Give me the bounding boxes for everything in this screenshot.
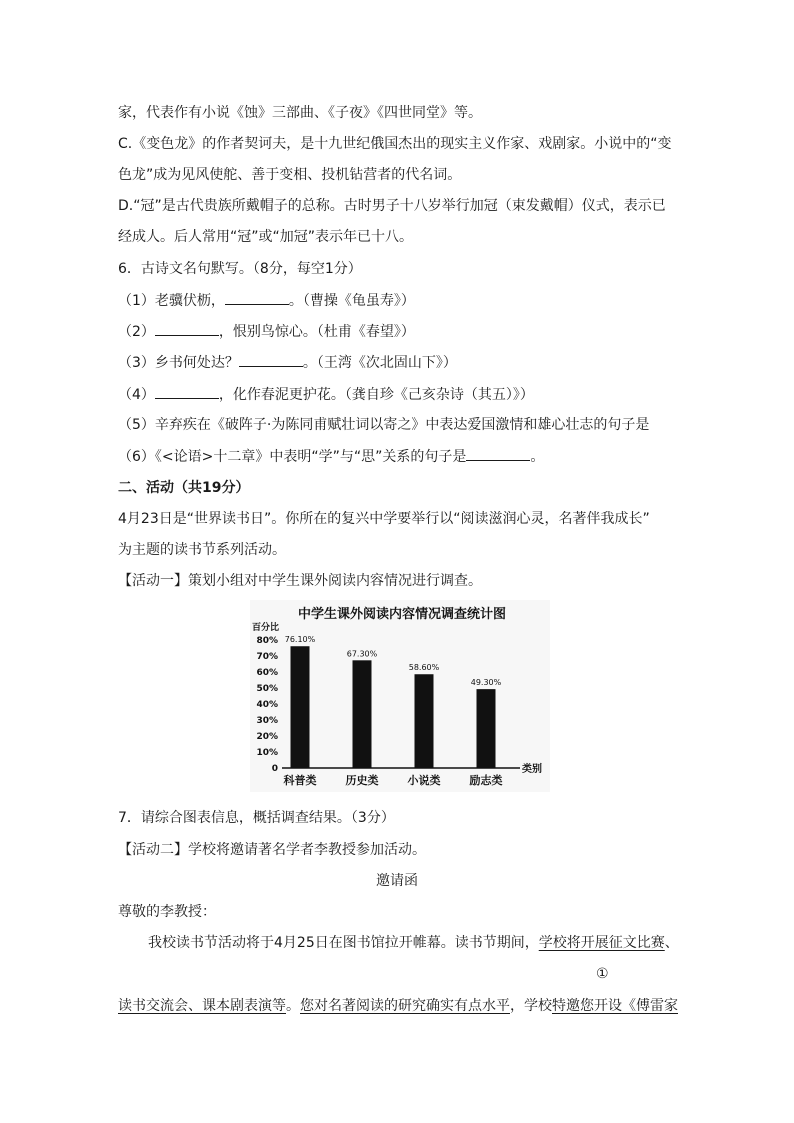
option-c-line1: C.《变色龙》的作者契诃夫，是十九世纪俄国杰出的现实主义作家、戏剧家。小说中的“变 <box>118 136 672 152</box>
option-d-line1: D.“冠”是古代贵族所戴帽子的总称。古时男子十八岁举行加冠（束发戴帽）仪式，表示已 <box>118 198 666 214</box>
bar-4 <box>477 689 496 768</box>
bar-value-label: 67.30% <box>346 649 378 659</box>
category-label: 历史类 <box>345 774 379 787</box>
y-tick-label: 0 <box>271 764 278 774</box>
y-tick-label: 50% <box>256 684 278 694</box>
poem-2: （2） ，恨别鸟惊心。（杜甫《春望》） <box>118 321 415 342</box>
y-tick-label: 30% <box>256 716 278 726</box>
y-tick-label: 20% <box>256 732 278 742</box>
poem-4: （4） ，化作春泥更护花。（龚自珍《己亥杂诗（其五）》） <box>118 384 534 405</box>
invitation-body-line1: 我校读书节活动将于4月25日在图书馆拉开帷幕。读书节期间，学校将开展征文比赛、 <box>148 935 679 951</box>
poem-3: （3）乡书何处达？ 。（王湾《次北固山下》） <box>118 352 457 373</box>
invitation-title: 邀请函 <box>376 873 418 889</box>
underlined-phrase: 您对名著阅读的研究确实有点水平 <box>300 998 510 1014</box>
y-tick-label: 10% <box>256 748 278 758</box>
activity-intro-line1: 4月23日是“世界读书日”。你所在的复兴中学要举行以“阅读滋润心灵，名著伴我成长” <box>118 511 650 527</box>
section-2-heading: 二、活动（共19分） <box>118 480 250 496</box>
y-tick-label: 80% <box>256 636 278 646</box>
underlined-phrase: 特邀您开设《傅雷家 <box>552 998 678 1014</box>
salutation: 尊敬的李教授： <box>118 904 216 920</box>
activity-2: 【活动二】学校将邀请著名学者李教授参加活动。 <box>118 842 426 858</box>
x-axis-label: 类别 <box>522 764 542 775</box>
y-tick-label: 60% <box>256 668 278 678</box>
chart-title: 中学生课外阅读内容情况调查统计图 <box>297 607 507 622</box>
underlined-phrase: 读书交流会、课本剧表演等 <box>118 998 286 1014</box>
answer-blank[interactable] <box>466 446 530 461</box>
bar-2 <box>353 660 372 768</box>
y-tick-label: 70% <box>256 652 278 662</box>
circled-number-1: ① <box>596 966 609 982</box>
y-axis-label: 百分比 <box>252 623 280 633</box>
bar-value-label: 49.30% <box>470 678 502 688</box>
poem-5: （5）辛弃疾在《破阵子·为陈同甫赋壮词以寄之》中表达爱国激情和雄心壮志的句子是 <box>118 417 650 433</box>
poem-6: （6）《<论语>十二章》中表明“学”与“思”关系的句子是 。 <box>118 446 544 467</box>
option-c-line2: 色龙”成为见风使舵、善于变相、投机钻营者的代名词。 <box>118 167 462 183</box>
poem-1: （1）老骥伏枥， 。（曹操《龟虽寿》） <box>118 290 415 311</box>
bar-value-label: 76.10% <box>284 635 316 645</box>
category-label: 励志类 <box>469 774 503 787</box>
question-6: 6．古诗文名句默写。（8分，每空1分） <box>118 261 362 277</box>
option-d-line2: 经成人。后人常用“冠”或“加冠”表示年已十八。 <box>118 229 414 245</box>
bar-value-label: 58.60% <box>408 663 440 673</box>
underlined-phrase: 学校将开展征文比赛 <box>538 935 665 951</box>
reading-survey-chart <box>250 600 550 792</box>
activity-1: 【活动一】策划小组对中学生课外阅读内容情况进行调查。 <box>118 573 482 589</box>
answer-blank[interactable] <box>155 384 219 399</box>
answer-blank[interactable] <box>239 352 303 367</box>
bar-1 <box>291 646 310 768</box>
text-line: 家，代表作有小说《蚀》三部曲、《子夜》《四世同堂》等。 <box>118 105 482 121</box>
category-label: 小说类 <box>407 774 441 787</box>
answer-blank[interactable] <box>155 321 219 336</box>
category-label: 科普类 <box>283 774 317 787</box>
answer-blank[interactable] <box>225 290 289 305</box>
bar-3 <box>415 674 434 768</box>
y-tick-label: 40% <box>256 700 278 710</box>
invitation-body-line2: 读书交流会、课本剧表演等。您对名著阅读的研究确实有点水平，学校特邀您开设《傅雷家 <box>118 998 678 1014</box>
question-7: 7．请综合图表信息，概括调查结果。（3分） <box>118 810 395 826</box>
activity-intro-line2: 为主题的读书节系列活动。 <box>118 542 286 558</box>
